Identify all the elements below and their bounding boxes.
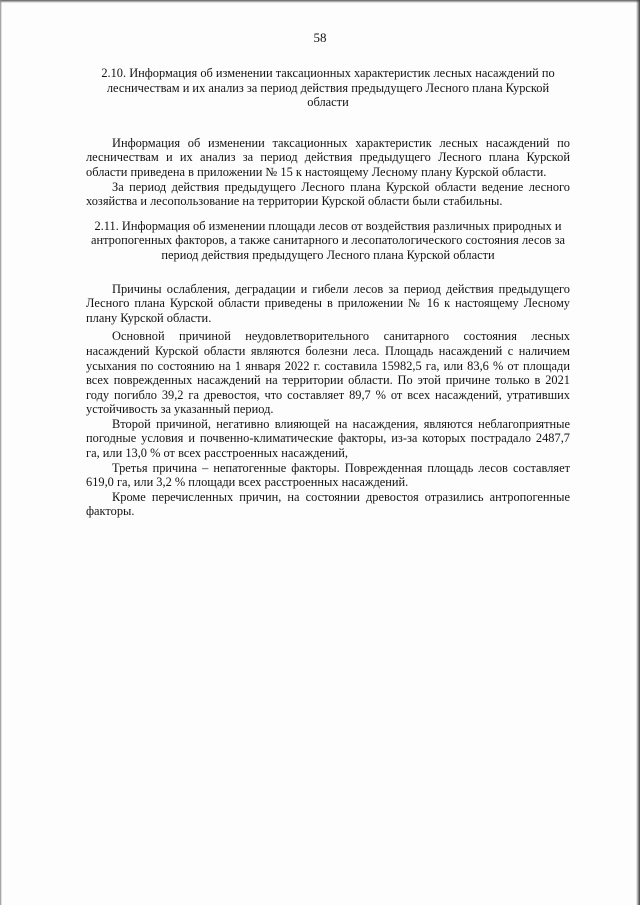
section-title-2-11: 2.11. Информация об изменении площади лесов от воздействия различных природных и антропогенных факторов, а также санитарного и лесопатологического состояния лесов за период действия предыдущего Лесного плана Курской области: [90, 218, 565, 262]
paragraph: Основной причиной неудовлетворительного санитарного состояния лесных насаждений Курской области являются болезни леса. Площадь насаждений с наличием усыхания по состоянию на 1 января 2022 г. составила 15982,5 га, или 83,6 % от площади всех поврежденных насаждений на территории области. По этой причине только в 2021 году погибло 39,2 га древостоя, что составляет 89,7 % от всех насаждений, утративших устойчивость за указанный период.: [86, 329, 570, 417]
page-number: 58: [313, 30, 327, 45]
scan-edge-left: [0, 0, 2, 905]
section-title-2-10: 2.10. Информация об изменении таксационных характеристик лесных насаждений по лесничествам и их анализ за период действия предыдущего Лесного плана Курской области: [101, 66, 555, 110]
paragraph: Причины ослабления, деградации и гибели лесов за период действия предыдущего Лесного плана Курской области приведены в приложении № 16 к настоящему Лесному плану Курской области.: [86, 281, 570, 325]
paragraph: За период действия предыдущего Лесного плана Курской области ведение лесного хозяйства и лесопользование на территории Курской области были стабильны.: [86, 179, 570, 209]
paragraph: Второй причиной, негативно влияющей на насаждения, являются неблагоприятные погодные условия и почвенно-климатические факторы, из-за которых пострадало 2487,7 га, или 13,0 % от всех расстроенных насаждений,: [86, 416, 570, 461]
paragraph: Информация об изменении таксационных характеристик лесных насаждений по лесничествам и их анализ за период действия предыдущего Лесного плана Курской области приведена в приложении № 15 к настоящему Лесному плану Курской области.: [86, 135, 570, 179]
paragraph: Третья причина – непатогенные факторы. Поврежденная площадь лесов составляет 619,0 га, или 3,2 % площади всех расстроенных насаждений.: [86, 460, 570, 490]
page-content: [86, 66, 570, 519]
paragraph: Кроме перечисленных причин, на состоянии древостоя отразились антропогенные факторы.: [86, 489, 570, 519]
scan-edge-right: [636, 0, 640, 905]
scan-edge-top: [0, 0, 640, 3]
